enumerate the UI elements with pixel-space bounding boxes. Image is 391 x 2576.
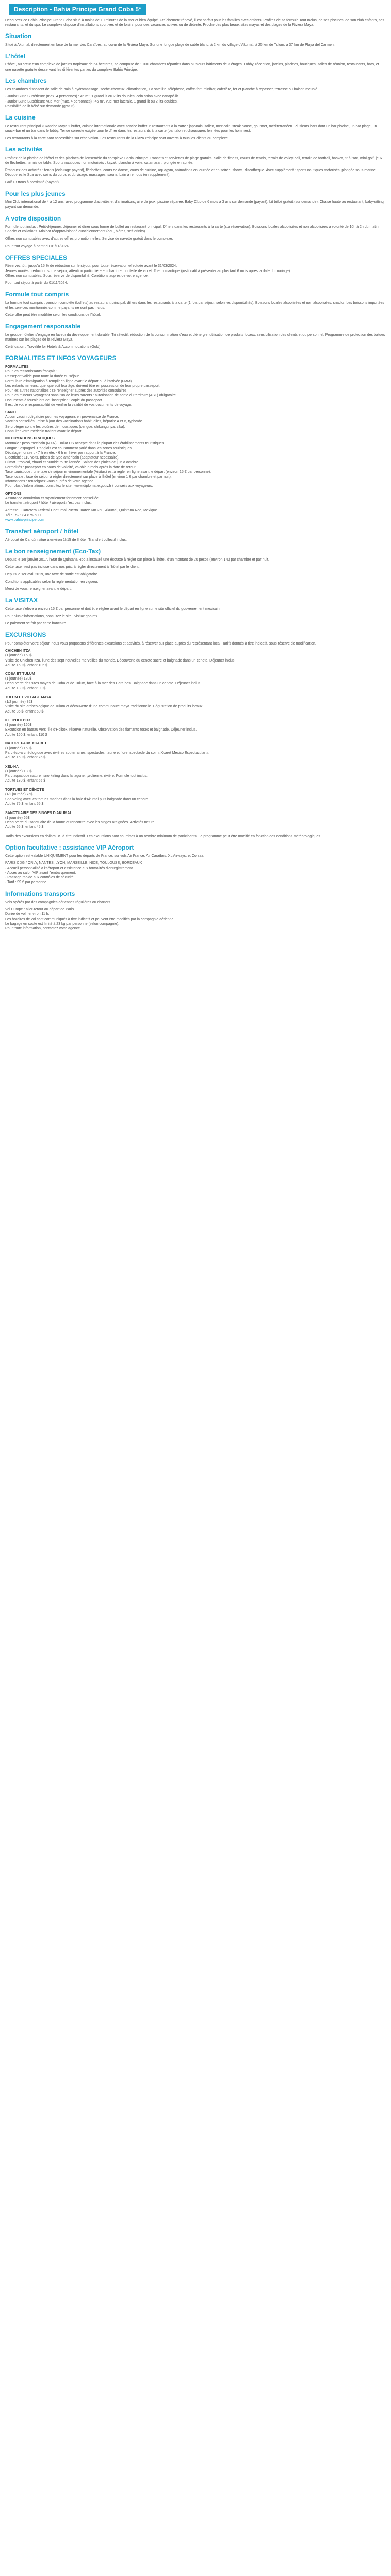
hotel-heading: L'hôtel (5, 52, 25, 60)
option-vip-line: - Accueil personnalisé à l'aéroport et assistance aux formalités d'enregistrement. (5, 866, 134, 870)
informations-line: Durée de vol : environ 11 h. (5, 912, 50, 917)
chambre-item: Possibilité de lit bébé sur demande (gratuit). (5, 104, 76, 108)
excursion-item (5, 695, 386, 714)
pratiques-line: Climat : tropical, chaud et humide toute l'année. Saison des pluies de juin à octobre. (5, 461, 140, 465)
formalites-line: Pour les ressortissants français : (5, 370, 58, 374)
excursion-text: Excursion en bateau vers l'île d'Holbox, réserve naturelle. Observation des flamants roses et baignade. Déjeuner inclus. (5, 728, 197, 732)
excursion-price: Adulte 160 $, enfant 110 $ (5, 733, 47, 737)
activites-heading: Les activités (5, 146, 43, 154)
activites-text-3: Golf 18 trous à proximité (payant). (5, 180, 60, 184)
section-activites (5, 146, 386, 185)
engagement-text: Le groupe hôtelier s'engage en faveur du développement durable. Tri sélectif, réduction de la consommation d'eau et d'énergie, utilisation de produits locaux, sensibilisation des clients et du personnel. Programme de protection des tortues marines sur les plages de la Riviera Maya. (5, 333, 385, 342)
formalites-line: Les enfants mineurs, quel que soit leur âge, doivent être en possession de leur propre passeport. (5, 384, 161, 388)
excursion-price: Adulte 150 $, enfant 75 $ (5, 756, 46, 760)
excursion-duration: (1 journée) 160$ (5, 723, 32, 727)
enfants-heading: Pour les plus jeunes (5, 190, 66, 197)
station-text-3: Depuis le 1er avril 2019, une taxe de sortie est obligatoire. (5, 572, 99, 577)
pratiques-subheading: INFORMATIONS PRATIQUES (5, 437, 55, 441)
formalites-subheading: FORMALITES (5, 365, 29, 369)
situation-heading: Situation (5, 32, 32, 40)
informations-text: Vols opérés par des compagnies aériennes régulières ou charters. (5, 900, 111, 904)
option-vip-line: - Passage rapide aux contrôles de sécurité. (5, 876, 75, 880)
option-vip-text: Cette option est valable UNIQUEMENT pour les départs de France, sur vols Air France, Air Caraïbes, XL Airways, et Corsair. (5, 854, 204, 858)
excursion-price: Adulte 75 $, enfant 55 $ (5, 802, 44, 806)
section-station (5, 548, 386, 592)
formalites-line: Passeport valide pour toute la durée du séjour. (5, 375, 80, 379)
section-hotel (5, 53, 386, 72)
activites-text: Profitez de la piscine de l'hôtel et des piscines de l'ensemble du complexe Bahia Principe. Transats et serviettes de plage gratuits. Salle de fitness, courts de tennis, terrain de volley-ball, terrain de football, basket, tir à l'arc, mini-golf, jeux de fléchettes, tennis de table. Sports nautiques non motorisés : kayak, planche à voile, catamaran, plongée en apnée. (5, 156, 383, 165)
excursions-intro: Pour compléter votre séjour, nous vous proposons différentes excursions et activités, à réserver sur place auprès du représentant local. Tarifs donnés à titre indicatif, sous réserve de modification. (5, 641, 316, 646)
excursion-text: Découverte des sites mayas de Coba et de Tulum, face à la mer des Caraïbes. Baignade dans un cenote. Déjeuner inclus. (5, 682, 202, 686)
page-root (5, 4, 386, 931)
excursion-price: Adulte 65 $, enfant 45 $ (5, 825, 44, 829)
excursion-name: NATURE PARK XCARET (5, 741, 47, 745)
excursion-price: Adulte 150 $, enfant 105 $ (5, 663, 48, 667)
cuisine-text: Le restaurant principal « Rancho Maya » buffet, cuisine internationale avec service buffet. 6 restaurants à la carte : japonais, italien, mexicain, steak house, gourmet, méditerranéen. Plusieurs bars dont un bar piscine, un bar plage, un snack-bar et un bar dans le lobby. Tenue correcte exigée pour le dîner dans les restaurants à la carte (pantalon et chaussures fermées pour les hommes). (5, 124, 377, 133)
visitax-text-3: Le paiement se fait par carte bancaire. (5, 622, 67, 626)
excursion-name: CHICHEN ITZA (5, 649, 31, 653)
section-enfants (5, 190, 386, 210)
excursion-name: SANCTUAIRE DES SINGES D'AKUMAL (5, 811, 72, 815)
option-vip-line: PARIS CDG / ORLY, NANTES, LYON, MARSEILLE, NICE, TOULOUSE, BORDEAUX (5, 861, 142, 866)
chambres-heading: Les chambres (5, 77, 47, 84)
section-formule (5, 291, 386, 317)
informations-line: Vol Europe : aller-retour au départ de Paris. (5, 908, 75, 912)
hotel-text: L'hôtel, au cœur d'un complexe de jardins tropicaux de 64 hectares, se compose de 1 000 chambres réparties dans plusieurs bâtiments de 3 étages. Lobby, réception, jardins, piscines, boutiques, salles de réunion, restaurants, bars, et une navette gratuite desservant les différentes parties du complexe Bahia Principe. (5, 63, 379, 72)
excursion-price: Adulte 130 $, enfant 65 $ (5, 779, 46, 783)
pratiques-line: Formalités : passeport en cours de validité, valable 6 mois après la date de retour. (5, 465, 137, 469)
excursion-text: Parc aquatique naturel, snorkeling dans la lagune, tyrolienne, rivière. Formule tout inclus. (5, 774, 148, 778)
transfert-text: Aéroport de Cancún situé à environ 1h15 de l'hôtel. Transfert collectif inclus. (5, 538, 127, 542)
activites-text-2: Pratiquez des activités : tennis (éclairage payant), fléchettes, cours de danse, cours de cuisine, aquagym, animations en journée et en soirée, shows, discothèque. Avec supplément : sports nautiques motorisés, plongée sous-marine. Découvrez le Spa avec soins du corps et du visage, massages, sauna, bain à remous (en supplément). (5, 168, 377, 177)
options-line: Assurance annulation et rapatriement fortement conseillée. (5, 496, 100, 500)
station-text: Depuis le 1er janvier 2017, l'État de Quintana Roo a instauré une écotaxe à régler sur place à l'hôtel, d'un montant de 20 pesos (environ 1 €) par chambre et par nuit. (5, 558, 269, 562)
hotel-address: Adresse : Carretera Federal Chetumal Puerto Juarez Km 250, Akumal, Quintana Roo, Mexique (5, 509, 157, 513)
options-subheading: OPTIONS (5, 492, 22, 496)
offre-item: Jeunes mariés : réduction sur le séjour, attention particulière en chambre, bouteille de vin et dîner romantique (justificatif à présenter au plus tard 6 mois après la date du mariage). (5, 269, 291, 273)
excursion-item (5, 788, 386, 807)
offre-item: Réservez tôt : jusqu'à 15 % de réduction sur le séjour, pour toute réservation effectuée avant le 31/03/2024. (5, 264, 177, 268)
tout-inclus-heading: A votre disposition (5, 214, 61, 222)
excursion-price: Adulte 85 $, enfant 60 $ (5, 709, 44, 714)
section-situation (5, 32, 386, 47)
hotel-phone: Tél : +52 984 875 5000 (5, 513, 43, 517)
excursion-text: Visite du site archéologique de Tulum et découverte d'une communauté maya traditionnelle. Dégustation de produits locaux. (5, 705, 204, 709)
informations-line: Les horaires de vol sont communiqués à titre indicatif et peuvent être modifiés par la compagnie aérienne. (5, 917, 175, 921)
offres-heading: OFFRES SPECIALES (5, 253, 68, 261)
section-option-vip (5, 844, 386, 885)
excursion-duration: (1 journée) 150$ (5, 654, 32, 658)
section-transfert (5, 528, 386, 543)
formalites-line: Formulaire d'immigration à remplir en ligne avant le départ ou à l'arrivée (FMM). (5, 379, 133, 383)
excursion-duration: (1 journée) 150$ (5, 747, 32, 751)
station-text-2: Cette taxe n'est pas incluse dans nos prix, à régler directement à l'hôtel par le client. (5, 565, 140, 569)
station-heading: Le bon renseignement (Eco-Tax) (5, 547, 101, 555)
section-tout-inclus (5, 215, 386, 249)
excursion-text: Visite de Chichen Itza, l'une des sept nouvelles merveilles du monde. Découverte du cenote sacré et baignade dans un cenote. Déjeuner inclus. (5, 658, 236, 663)
excursions-footer: Tarifs des excursions en dollars US à titre indicatif. Les excursions sont soumises à un nombre minimum de participants. Le programme peut être modifié en fonction des conditions météorologiques. (5, 834, 321, 838)
excursion-item (5, 765, 386, 784)
formalites-line: Il est de votre responsabilité de vérifier la validité de vos documents de voyage. (5, 403, 132, 407)
engagement-heading: Engagement responsable (5, 323, 81, 330)
sante-line: Se protéger contre les piqûres de moustiques (dengue, chikungunya, zika). (5, 425, 125, 429)
visitax-text: Cette taxe s'élève à environ 15 € par personne et doit être réglée avant le départ en ligne sur le site officiel du gouvernement mexicain. (5, 607, 221, 611)
situation-text: Situé à Akumal, directement en face de la mer des Caraïbes, au cœur de la Riviera Maya. Sur une longue plage de sable blanc, à 2 km du village d'Akumal, à 25 km de Tulum, à 37 km de Playa del Carmen. (5, 43, 335, 47)
section-informations (5, 890, 386, 931)
formule-heading: Formule tout compris (5, 291, 69, 298)
excursion-duration: (1 journée) 65$ (5, 816, 30, 820)
section-engagement (5, 323, 386, 349)
option-vip-line: - Tarif : 99 € par personne. (5, 880, 47, 885)
excursion-item (5, 811, 386, 830)
intro-text: Découvrez ce Bahia Principe Grand Coba situé à moins de 10 minutes de la mer et bien équipé. Fraîchement rénové, il est parfait pour les familles avec enfants. Profitez de sa formule Tout Inclus, de ses piscines, de son club enfants, ses restaurants, et du spa. Le complexe dispose d'installations sportives et de loisirs, pour des vacances actives ou de détente. Proche des plus beaux sites mayas et des plages de la Riviera Maya. (5, 18, 384, 27)
excursion-name: TORTUES ET CÉNOTE (5, 788, 44, 792)
excursion-name: TULUM ET VILLAGE MAYA (5, 695, 51, 699)
chambre-item: - Junior Suite Supérieure (max. 4 personnes) : 45 m², 1 grand lit ou 2 lits doubles, coin salon avec canapé-lit. (5, 95, 179, 99)
station-text-4: Conditions applicables selon la réglementation en vigueur. (5, 580, 99, 584)
section-cuisine (5, 114, 386, 141)
excursion-text: Découverte du sanctuaire de la faune et rencontre avec les singes araignées. Activités nature. (5, 821, 156, 825)
formalites-heading: FORMALITES ET INFOS VOYAGEURS (5, 354, 117, 362)
section-offres (5, 254, 386, 285)
excursion-name: XEL-HA (5, 765, 19, 769)
pratiques-line: Décalage horaire : - 7 h en été, - 6 h en hiver par rapport à la France. (5, 451, 116, 455)
excursion-item (5, 672, 386, 691)
chambre-item: - Junior Suite Supérieure Vue Mer (max. 4 personnes) : 45 m², vue mer latérale, 1 grand lit ou 2 lits doubles. (5, 99, 178, 104)
section-excursions (5, 631, 386, 838)
enfants-text: Mini Club international de 4 à 12 ans, avec programme d'activités et d'animations, aire de jeux, piscine séparée. Baby Club de 6 mois à 3 ans sur demande (payant). Lit bébé gratuit (sur demande). Chaise haute au restaurant, baby-sitting payant sur demande. (5, 200, 384, 209)
section-chambres (5, 77, 386, 109)
excursion-text: Snorkeling avec les tortues marines dans la baie d'Akumal puis baignade dans un cenote. (5, 798, 149, 802)
pratiques-line: Langue : espagnol. L'anglais est couramment parlé dans les zones touristiques. (5, 446, 133, 450)
cuisine-extra: Les restaurants à la carte sont accessibles sur réservation. Les restaurants de la Plaza Principe sont ouverts à tous les clients du complexe. (5, 136, 229, 140)
sante-subheading: SANTE (5, 410, 18, 414)
sante-line: Consulter votre médecin traitant avant le départ. (5, 429, 83, 433)
excursion-duration: (1/2 journée) 85$ (5, 700, 33, 704)
informations-line: Le bagage en soute est limité à 23 kg par personne (selon compagnie). (5, 922, 120, 926)
tout-inclus-text: Formule tout inclus : Petit-déjeuner, déjeuner et dîner sous forme de buffet au restaurant principal. Dîners dans les restaurants à la carte (sur réservation). Boissons locales alcoolisées et non alcoolisées à volonté de 10h à 2h du matin. Snacks et collations. Minibar réapprovisionné quotidiennement (eau, bières, soft drinks). (5, 225, 380, 234)
visitax-heading: La VISITAX (5, 597, 38, 604)
pratiques-line: Monnaie : peso mexicain (MXN). Dollar US accepté dans la plupart des établissements touristiques. (5, 442, 165, 446)
informations-line: Pour toute information, contactez votre agence. (5, 927, 82, 931)
excursion-duration: (1 journée) 130$ (5, 677, 32, 681)
hotel-website-link[interactable]: www.bahia-principe.com (5, 518, 44, 522)
excursion-item (5, 741, 386, 760)
transfert-heading: Transfert aéroport / hôtel (5, 528, 79, 535)
pratiques-line: Electricité : 110 volts, prises de type américain (adaptateur nécessaire). (5, 456, 120, 460)
formule-text: La formule tout compris : pension complète (buffets) au restaurant principal, dîners dans les restaurants à la carte (1 fois par séjour, selon les disponibilités). Boissons locales alcoolisées et non alcoolisées, snacks. Les boissons importées et les services mentionnés comme payants ne sont pas inclus. (5, 301, 384, 310)
pratiques-line: Pour plus d'informations, consultez le site : www.diplomatie.gouv.fr / conseils aux voyageurs. (5, 484, 153, 488)
excursion-text: Parc éco-archéologique avec rivières souterraines, spectacles, faune et flore, spectacle du soir « Xcaret México Espectacular ». (5, 751, 210, 755)
formalites-line: Pour les autres nationalités : se renseigner auprès des autorités consulaires. (5, 389, 128, 393)
excursion-item (5, 718, 386, 737)
formule-text-2: Cette offre peut être modifiée selon les conditions de l'hôtel. (5, 313, 101, 317)
offre-item: Offres non cumulables. Sous réserve de disponibilité. Conditions auprès de votre agence. (5, 274, 149, 278)
sante-line: Aucun vaccin obligatoire pour les voyageurs en provenance de France. (5, 415, 119, 419)
sante-line: Vaccins conseillés : mise à jour des vaccinations habituelles, hépatite A et B, typhoïde. (5, 420, 143, 424)
excursion-price: Adulte 130 $, enfant 90 $ (5, 686, 46, 690)
informations-heading: Informations transports (5, 890, 75, 897)
formalites-line: Pour les mineurs voyageant sans l'un de leurs parents : autorisation de sortie du territoire (AST) obligatoire. (5, 394, 177, 398)
excursion-item (5, 649, 386, 668)
visitax-text-2: Pour plus d'informations, consultez le site : visitax.gob.mx (5, 614, 97, 618)
station-text-5: Merci de vous renseigner avant le départ. (5, 587, 72, 591)
pratiques-line: Informations : renseignez-vous auprès de votre agence. (5, 480, 95, 484)
tout-inclus-text-3: Pour tout voyage à partir du 01/11/2024. (5, 244, 70, 248)
pratiques-line: Taxe locale : taxe de séjour à régler directement sur place à l'hôtel (environ 1 € par chambre et par nuit). (5, 475, 172, 479)
formalites-line: Documents à fournir lors de l'inscription : copie du passeport. (5, 398, 103, 402)
section-formalites (5, 354, 386, 522)
cuisine-heading: La cuisine (5, 114, 36, 122)
page-title: Description - Bahia Principe Grand Coba 5* (9, 4, 146, 15)
pratiques-line: Taxe touristique : une taxe de séjour environnementale (Visitax) est à régler en ligne avant le départ (environ 15 € par personne). (5, 470, 211, 474)
option-vip-line: - Accès au salon VIP avant l'embarquement. (5, 871, 76, 875)
option-vip-heading: Option facultative : assistance VIP Aéroport (5, 843, 134, 851)
section-visitax (5, 597, 386, 626)
tout-inclus-text-2: Offres non cumulables avec d'autres offres promotionnelles. Service de navette gratuit dans le complexe. (5, 237, 173, 241)
options-line: Le transfert aéroport / hôtel / aéroport n'est pas inclus. (5, 501, 92, 505)
excursion-name: COBA ET TULUM (5, 672, 35, 676)
excursion-duration: (1/2 journée) 75$ (5, 792, 33, 796)
excursions-heading: EXCURSIONS (5, 631, 46, 639)
offres-note: Pour tout séjour à partir du 01/11/2024. (5, 281, 68, 285)
excursion-name: ILE D'HOLBOX (5, 718, 31, 722)
excursion-duration: (1 journée) 130$ (5, 769, 32, 773)
engagement-text-2: Certification : Travelife for Hotels & Accommodations (Gold). (5, 345, 102, 349)
chambres-text: Les chambres disposent de salle de bain à hydromassage, sèche-cheveux, climatisation, TV satellite, téléphone, coffre-fort, minibar, cafetière, fer et planche à repasser, terrasse ou balcon meublé. (5, 88, 319, 92)
